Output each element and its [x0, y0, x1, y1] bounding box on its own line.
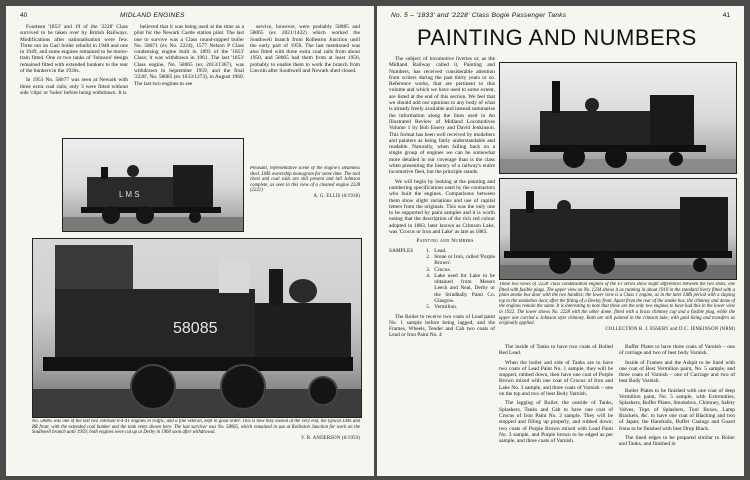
right-page-header [391, 12, 730, 22]
text-column-3 [619, 344, 735, 472]
locomotive-illustration [63, 139, 243, 231]
tank-lettering: L M S [119, 190, 140, 199]
paragraph: The Boiler to receive two coats of Lead paint No. 1 sample before being lagged, and the Frames, Wheels, Tender and Cab two coats of Lead or Iron Paint No. 4 [389, 313, 495, 339]
paragraph: Inside of Frames and the Ashpit to be lined with one coat of Best Vermilion paint, No. 5 sample, and three coats of Varnish – one of Carriage and two of best Body Varnish. [619, 359, 735, 385]
text-column-3 [250, 24, 360, 88]
page-number: 40 [20, 12, 28, 19]
samples-block [389, 248, 495, 314]
page-number: 41 [722, 12, 730, 19]
list-item: 1. Lead. [426, 247, 447, 254]
paragraph: Buffer Plates to have three coats of Varnish – one of carriage and two of best body Varnish. [619, 344, 735, 357]
paragraph: service, however, were probably 58085 and 58065 (ex 2021/1422) which worked the Southwell branch from Rolleston Junction until the early part of 1959. The last mentioned was also fitted with three extra coal rails from about 1950, and 58065 had them from at least 1956, probably to enable them to work the branch from Lincoln after Southwell and Newark shed closed. [250, 24, 360, 75]
left-page-header [20, 12, 360, 22]
list-item: 5. Vermilion. [426, 304, 458, 311]
paragraph: When the boiler and side of Tanks are to have two coats of Lead Paint No. 1 sample, they will be stopped, rubbed down, then have one coat of Purple Brown mixed with one coat of Crocus of Iron and Lake No. 3 sample, and three coats of Varnish – one on the top and two of best Body Varnish. [499, 359, 613, 398]
locomotive-illustration [500, 179, 736, 279]
list-item: 2. Stone or Iron, called 'Purple Brown'. [426, 253, 495, 267]
paragraph: believed that it was being used at the time as a pilot for the Newark Castle station pilot. The last one to survive was a Class round-topped boiler No. 58071 (ex No. 2224), 1577 Nelson P Class condensing engine built in 1893 of the '1853' Class; it was withdrawn in 1961. The last '1853' Class engine, No. 58065 (ex 2013/1367), was withdrawn in September 1959, and the final '2228', No. 58085 (ex 1633/1273), in August 1960. The last two engines to see [134, 24, 244, 87]
paragraph: We will begin by looking at the painting and numbering specifications used by the contractors who built the engines. Comparisons between them show slight variations and use of capital letters from the originals. This was the only one to be supported by paint samples and it is worth noting that the description of the rich red colour adopted in 1883, later known as Crimson Lake, was 'Crocus or Iron and Lake' as late as 1883. [389, 178, 495, 236]
text-column-2 [134, 24, 244, 136]
list-item: 3. Crocus. [426, 266, 451, 273]
paragraph: Boiler Plates to be finished with one coat of deep Vermilion paint, No. 5 sample, with Extremities, Splashers, Buffer Plates, Smokebox, Chimney, Safety Valves, Tops of Splashers, Tool Boxes, Lamp Brackets, &c. to have one coat of Blacking and two of Japan; the Handrails, Buffer Casings and Guard Irons to be finished with best Drop Black. [619, 387, 735, 432]
caption-text: No. 58085 was one of the last two Johnson 0-4-4T engines in traffic, and a fine veteran, kept in good order. This is how they looked at the very end, the typical LMS and BR front, with the extended coal bunker and the tank vents shown here. The last survivor was No. 58065, which remained in use at Rolleston Junction for work on the Southwell branch until 1959; both engines were cut up at Derby in 1960 soon after withdrawal. [32, 419, 360, 436]
paragraph: The subject of locomotive liveries or, as the Midland Railway called it, Painting and Numbers, has received considerable attention from writers during the past thirty years or so. Reference works, that are pertinent to this volume and which we have used to some extent, are listed at the end of this section. We feel that we should add our opinions to any body of what is already freely available and instead summarise the information along the lines used in An Illustrated Review of Midland Locomotives Volume 1 by Bob Essery and David Jenkinson. This format has been well received by modellers and painters as being fairly understandable and readable. Naturally, when falling back on a single group of engines we can be somewhat more detailed in our coverage than is the class when presenting the history of a railway's entire locomotive fleet, but the principle stands. [389, 56, 495, 176]
smokebox-number-plate: 58085 [173, 320, 218, 337]
photo-credit: COLLECTION R. J. ESSERY and D.C. JENKINSON (NRM) [605, 326, 735, 332]
locomotive-closeup-illustration [33, 239, 361, 417]
caption-text: These two views of '2228' class condensation engines of the FJ series show slight differences between the two shots, one fitted with fusible plugs. The upper view on No. 1234 shows it as running in about 1910 in the standard livery fitted with a plain smoke box door with the two handles; the lower view is a Class 1 engine, as in the later LMS period with a sloping top to the smokebox door, after the fitting of a Deeley front. Apart from the rear of the smoke box, the chimney and dome of the engines remain the same. It is interesting to note that these are the only two engines to have had this in the lower view in 1922. The lower shows No. 2228 with the other dome, fitted with a brass chimney cap and a fusible plug, while the upper one carried a Johnson style chimney. Both are still painted in the crimson lake, with gold lining and transfers as originally applied. [499, 282, 735, 327]
page-title: PAINTING AND NUMBERS [417, 25, 697, 50]
text-column-1 [20, 24, 128, 136]
photo-caption-bottom [32, 419, 360, 471]
locomotive-photo-top [62, 138, 244, 232]
section-subhead: Painting and Numbers [416, 238, 474, 245]
photo-credit: V. R. ANDERSON (8/1959) [300, 435, 360, 441]
list-item: 4. Lake used for Lake to be obtained from Messrs Leech and Neal, Derby or the Stradbally Paint Co. Glasgow. [426, 272, 495, 304]
paragraph: The lagging of Boiler, the outside of Tanks, Splashers, Tanks and Cab to have one coat of Crocus of Iron Paint No. 2 sample. They will be stopped and filling up properly, and rubbed down; two coats of Purple Brown mixed with Lead Paint No. 3 sample, and Purple brown to be edged as per sample, and three coats of Varnish. [499, 400, 613, 445]
photo-credit: A. G. ELLIS (6/1938) [313, 193, 360, 199]
locomotive-illustration [500, 63, 736, 173]
samples-list [416, 248, 495, 311]
left-page [6, 6, 374, 476]
paragraph: Fourteen '1853' and 19 of the '2228' Class survived to be taken over by British Railways. Modifications after nationalisation were few. Three ran on Gas! boiler rebuild in 1948 and one in 1949, and some engines remained to be motor-train fitted. One or two tanks of 'Johnson' design remained fitted with extended bunkers to the rear of the bunkers in the 1930s. [20, 24, 128, 75]
locomotive-photo-bottom [32, 238, 362, 418]
paragraph: The inside of Tanks to have two coats of Boiled Red Lead. [499, 344, 613, 357]
text-column-2 [499, 344, 613, 472]
running-title: MIDLAND ENGINES [120, 12, 185, 19]
paragraph: In 1953 No. 58077 was seen at Newark with three extra coal rails; only 3 were fitted without side 'clips' or 'holes' before being withdrawn. It is [20, 77, 128, 96]
paragraph: The lined edges to be prepared similar to Boiler and Tanks, and finished in [619, 434, 735, 448]
locomotive-photo-lower [499, 178, 737, 280]
samples-label: SAMPLES [389, 247, 414, 254]
caption-text: Pleasant, representative scene of the engine's steamless shed. LMS ownership monogram for some time. The tool chest and coal rails are still present and tall Johnson complete, as seen in this view of a cleaned engine 2228 (2221) [250, 166, 360, 194]
photo-caption-top [250, 166, 360, 234]
running-title: No. 5 – '1833' and '2228' Class Bogie Passenger Tanks [391, 12, 567, 19]
locomotive-photo-upper [499, 62, 737, 174]
right-page [377, 6, 744, 476]
text-column-1 [389, 56, 495, 468]
photo-caption [499, 282, 735, 340]
